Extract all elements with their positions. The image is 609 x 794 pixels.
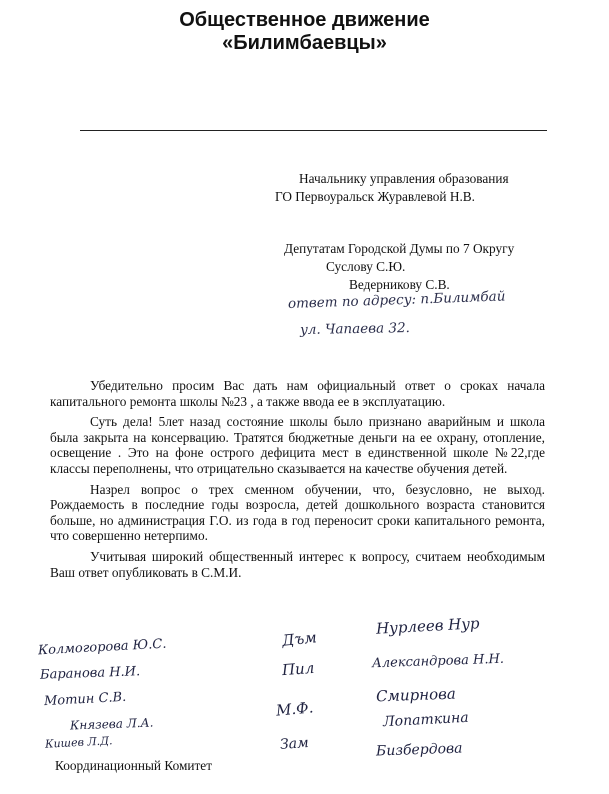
signature-left-3: Мотин С.В. xyxy=(43,689,127,710)
signature-left-5: Кишев Л.Д. xyxy=(44,734,113,751)
addressee-position: Начальнику управления образования xyxy=(299,171,509,186)
signature-left-4: Князева Л.А. xyxy=(69,715,154,733)
deputy-name-2: Ведерникову С.В. xyxy=(349,277,450,292)
paragraph-issue: Назрел вопрос о трех сменном обучении, что, безусловно, не выход. Рождаемость в последние годы возросла, детей дошкольного возраста становится больше, но администрация Г.О. из года в год переносит сроки капитального ремонта, что совершенно нетерпимо. xyxy=(50,481,545,544)
signature-middle-4: Зам xyxy=(279,735,310,753)
committee-signature-label: Координационный Комитет xyxy=(55,758,213,773)
signature-middle-3: М.Ф. xyxy=(275,698,315,720)
signature-right-5: Бизбердова xyxy=(375,740,463,760)
signature-right-2: Александрова Н.Н. xyxy=(371,651,505,672)
header-divider xyxy=(80,130,547,131)
paragraph-essence: Суть дела! 5лет назад состояние школы было признано аварийным и школа была закрыта на консервацию. Тратятся бюджетные деньги на ее охрану, отопление, освещение . Это на фоне острого дефицита мест в единственной школе №22,где классы переполнены, что отрицательно сказывается на качестве обучения детей. xyxy=(50,414,545,476)
signature-middle-2: Пил xyxy=(281,658,315,680)
signature-middle-1: Дъм xyxy=(281,628,318,650)
signature-right-4: Лопаткина xyxy=(382,709,470,731)
organization-name: Общественное движение xyxy=(179,9,430,31)
paragraph-request: Убедительно просим Вас дать нам официальный ответ о сроках начала капитального ремонта школы №23 , а также ввода ее в эксплуатацию. xyxy=(50,378,545,409)
signature-left-2: Баранова Н.И. xyxy=(39,664,141,683)
signature-right-3: Смирнова xyxy=(375,684,457,706)
deputies-heading: Депутатам Городской Думы по 7 Округу xyxy=(284,241,515,256)
signature-right-1: Нурлеев Нур xyxy=(375,614,480,638)
paragraph-publication: Учитывая широкий общественный интерес к вопросу, считаем необходимым Ваш ответ опубликовать в С.М.И. xyxy=(50,548,545,580)
signature-left-1: Колмогорова Ю.С. xyxy=(37,636,167,659)
deputy-name-1: Суслову С.Ю. xyxy=(326,259,406,274)
organization-title: «Билимбаевцы» xyxy=(222,32,387,54)
letter-body xyxy=(50,378,545,585)
handwritten-address-line-1: ответ по адресу: п.Билимбай xyxy=(287,288,506,312)
handwritten-address-line-2: ул. Чапаева 32. xyxy=(299,320,411,338)
addressee-name: ГО Первоуральск Журавлевой Н.В. xyxy=(275,189,475,204)
